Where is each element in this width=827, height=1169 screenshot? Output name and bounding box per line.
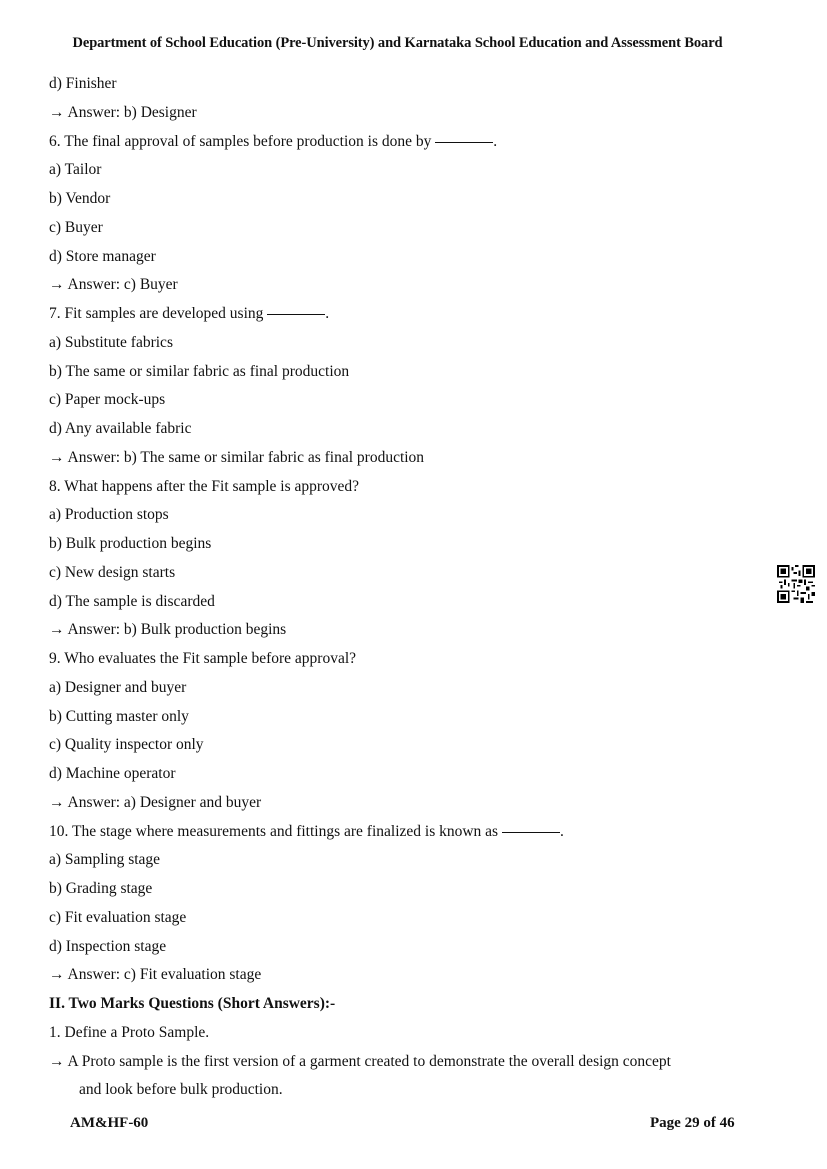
text-line [49,271,749,300]
line-text: b) Grading stage [49,880,153,897]
text-line [49,214,749,243]
text-line [49,904,749,933]
line-text: d) Machine operator [49,765,176,782]
line-text: a) Sampling stage [49,851,161,869]
line-text: and look before bulk production. [79,1081,283,1099]
page-header: Department of School Education (Pre-University) and Karnataka School Education and Assessment Board [72,35,723,51]
line-text: a) Substitute fabrics [49,333,173,351]
text-line: 10. The stage where measurements and fittings are finalized is known as . [49,822,564,840]
text-line [49,645,749,674]
line-text: b) Cutting master only [49,707,189,725]
text-line [49,185,749,214]
line-text: 7. Fit samples are developed using [49,305,264,322]
line-text: d) Finisher [49,75,117,92]
line-text: → Answer: b) The same or similar fabric as final production [49,448,425,466]
line-text: b) Vendor [49,190,111,207]
line-text: a) Production stops [49,506,169,524]
fill-in-blank [435,142,493,143]
fill-in-blank [502,832,560,833]
line-text: d) Inspection stage [49,937,167,955]
line-text: c) Fit evaluation stage [49,908,187,926]
document-body [49,70,749,1105]
line-text: 10. The stage where measurements and fittings are finalized is known as [49,822,499,840]
qr-code-icon [777,565,815,603]
fill-in-blank [267,314,325,315]
line-text: → Answer: a) Designer and buyer [49,793,262,811]
line-text: a) Designer and buyer [49,678,187,696]
line-text: → A Proto sample is the first version of a garment created to demonstrate the overall design concept [49,1052,671,1070]
text-line [49,616,749,645]
text-line [49,588,749,617]
line-text: c) Quality inspector only [49,736,204,754]
text-line [49,674,749,703]
line-text: b) Bulk production begins [49,535,212,552]
text-line [49,415,749,444]
line-text: c) New design starts [49,563,176,581]
line-text: → Answer: c) Fit evaluation stage [49,966,262,984]
text-line [49,530,749,559]
line-text: d) Any available fabric [49,420,192,437]
line-text: d) Store manager [49,247,156,265]
line-text: → Answer: b) Bulk production begins [49,621,287,639]
line-text: 9. Who evaluates the Fit sample before approval? [49,650,357,667]
text-line [49,99,749,128]
line-text: II. Two Marks Questions (Short Answers):- [49,995,336,1012]
text-line: 6. The final approval of samples before production is done by . [49,132,498,150]
text-line [49,1048,749,1077]
line-text: 6. The final approval of samples before production is done by [49,132,432,150]
text-line [49,559,749,588]
line-text: → Answer: c) Buyer [49,276,178,294]
text-line [49,243,749,272]
line-text: 1. Define a Proto Sample. [49,1023,210,1041]
text-line [49,386,749,415]
footer-code: AM&HF-60 [70,1115,149,1131]
text-line: 7. Fit samples are developed using . [49,305,330,322]
text-line [49,501,749,530]
section-heading [49,990,749,1019]
line-text: c) Buyer [49,218,103,236]
text-line [49,961,749,990]
line-text: → Answer: b) Designer [49,103,197,121]
text-line [49,156,749,185]
text-line [49,789,749,818]
text-line [49,760,749,789]
text-line [49,875,749,904]
line-text: b) The same or similar fabric as final production [49,362,350,380]
line-text: d) The sample is discarded [49,592,215,610]
text-line [49,1019,749,1048]
line-text: a) Tailor [49,161,102,179]
text-line [49,70,749,99]
line-text: c) Paper mock-ups [49,391,166,409]
text-line [49,1076,749,1105]
line-text: 8. What happens after the Fit sample is approved? [49,477,360,495]
text-line [49,731,749,760]
text-line [49,846,749,875]
text-line [49,329,749,358]
page-number: Page 29 of 46 [650,1115,735,1131]
text-line [49,703,749,732]
text-line [49,358,749,387]
text-line [49,444,749,473]
text-line [49,933,749,962]
text-line [49,473,749,502]
